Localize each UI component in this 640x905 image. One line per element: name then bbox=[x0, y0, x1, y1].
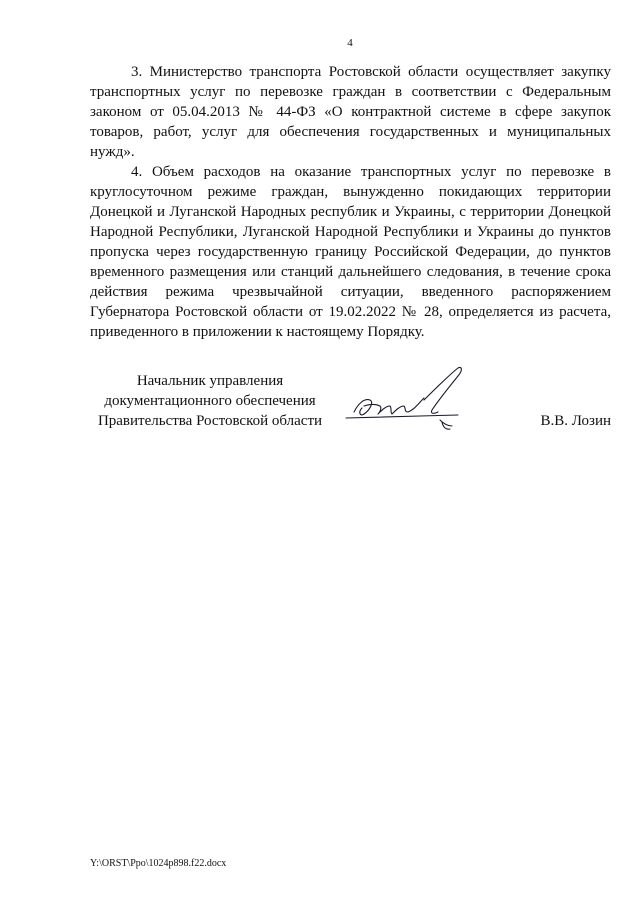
handwritten-signature bbox=[340, 360, 490, 440]
page-number: 4 bbox=[347, 37, 353, 49]
document-file-path: Y:\ORST\Ppo\1024p898.f22.docx bbox=[90, 858, 227, 869]
paragraph-3: 3. Министерство транспорта Ростовской области осуществляет закупку транспортных услуг по перевозке граждан в соответствии с Федеральным законом от 05.04.2013 № 44-ФЗ «О контрактной системе в сфере закупок товаров, работ, услуг для обеспечения государственных и муниципальных нужд». bbox=[90, 64, 611, 160]
signatory-title-line: Правительства Ростовской области bbox=[97, 413, 323, 429]
signatory-name: В.В. Лозин bbox=[540, 413, 611, 429]
paragraph-4: 4. Объем расходов на оказание транспортных услуг по перевозке в круглосуточном режиме граждан, вынужденно покидающих территории Донецкой и Луганской Народных республик и Украины, с территории Донецкой Народной Республики, Луганской Народной Республики и Украины до пунктов пропуска через государственную границу Российской Федерации, до пунктов временного размещения или станций дальнейшего следования, в течение срока действия режима чрезвычайной ситуации, введенного распоряжением Губернатора Ростовской области от 19.02.2022 № 28, определяется из расчета, приведенного в приложении к настоящему Порядку. bbox=[90, 164, 611, 340]
signatory-title bbox=[90, 371, 330, 431]
signatory-title-line: Начальник управления bbox=[136, 373, 284, 389]
document-body bbox=[90, 62, 611, 342]
signatory-title-line: документационного обеспечения bbox=[104, 393, 316, 409]
